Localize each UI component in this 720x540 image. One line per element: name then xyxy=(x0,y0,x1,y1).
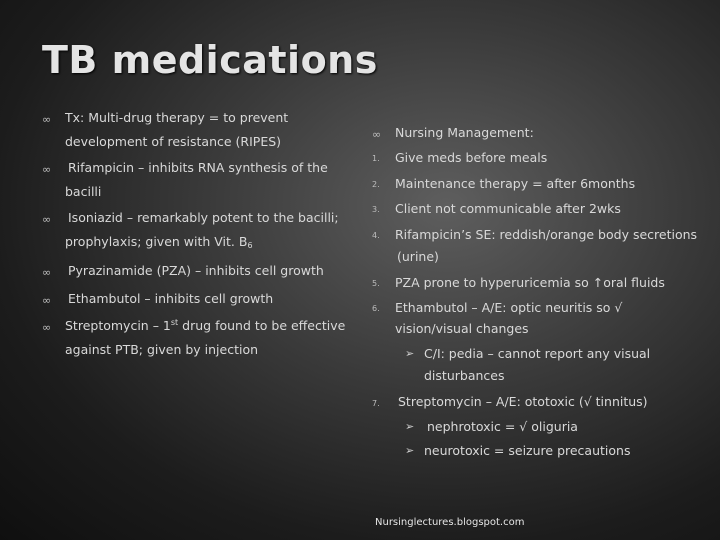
bullet-icon: ∞ xyxy=(42,213,52,226)
nursing-management-heading: Nursing Management: xyxy=(395,125,534,140)
rifampicin-line-1: Rifampicin – inhibits RNA synthesis of the xyxy=(68,160,328,175)
bullet-icon: ∞ xyxy=(372,128,382,141)
streptomycin-line-1: Streptomycin – 1st drug found to be effective xyxy=(65,318,346,333)
slide-title: TB medications xyxy=(42,38,378,82)
bullet-icon: ∞ xyxy=(42,294,52,307)
nm-item-7: Streptomycin – A/E: ototoxic (√ tinnitus) xyxy=(398,394,648,409)
nephrotoxic-line: nephrotoxic = √ oliguria xyxy=(427,419,578,434)
arrow-bullet-icon: ➢ xyxy=(405,444,415,457)
isoniazid-line-1: Isoniazid – remarkably potent to the bacilli; xyxy=(68,210,339,225)
pyrazinamide-line: Pyrazinamide (PZA) – inhibits cell growth xyxy=(68,263,324,278)
item-number: 5. xyxy=(372,279,380,288)
item-number: 2. xyxy=(372,180,380,189)
arrow-bullet-icon: ➢ xyxy=(405,420,415,433)
tx-line-2: development of resistance (RIPES) xyxy=(65,134,282,149)
bullet-icon: ∞ xyxy=(42,113,52,126)
streptomycin-line-2: against PTB; given by injection xyxy=(65,342,259,357)
item-number: 4. xyxy=(372,231,380,240)
item-number: 1. xyxy=(372,154,380,163)
nm-item-6-line-2: vision/visual changes xyxy=(395,321,529,336)
nm-item-1: Give meds before meals xyxy=(395,150,548,165)
item-number: 6. xyxy=(372,304,380,313)
isoniazid-line-2: prophylaxis; given with Vit. $B_6$ xyxy=(65,234,253,250)
ethambutol-line: Ethambutol – inhibits cell growth xyxy=(68,291,274,306)
nm-item-4-line-2: (urine) xyxy=(397,249,439,264)
footer-source: Nursinglectures.blogspot.com xyxy=(375,517,525,528)
nm-item-5: PZA prone to hyperuricemia so ↑oral fluids xyxy=(395,275,665,290)
item-number: 7. xyxy=(372,399,380,408)
neurotoxic-line: neurotoxic = seizure precautions xyxy=(424,443,631,458)
bullet-icon: ∞ xyxy=(42,266,52,279)
item-number: 3. xyxy=(372,205,380,214)
contraindication-line-2: disturbances xyxy=(424,368,505,383)
contraindication-line-1: C/I: pedia – cannot report any visual xyxy=(424,346,651,361)
rifampicin-line-2: bacilli xyxy=(65,184,102,199)
bullet-icon: ∞ xyxy=(42,321,52,334)
nm-item-3: Client not communicable after 2wks xyxy=(395,201,621,216)
tx-line-1: Tx: Multi-drug therapy = to prevent xyxy=(65,110,289,125)
nm-item-2: Maintenance therapy = after 6months xyxy=(395,176,636,191)
bullet-icon: ∞ xyxy=(42,163,52,176)
nm-item-4-line-1: Rifampicin’s SE: reddish/orange body secretions xyxy=(395,227,698,242)
nm-item-6-line-1: Ethambutol – A/E: optic neuritis so √ xyxy=(395,300,623,315)
arrow-bullet-icon: ➢ xyxy=(405,347,415,360)
